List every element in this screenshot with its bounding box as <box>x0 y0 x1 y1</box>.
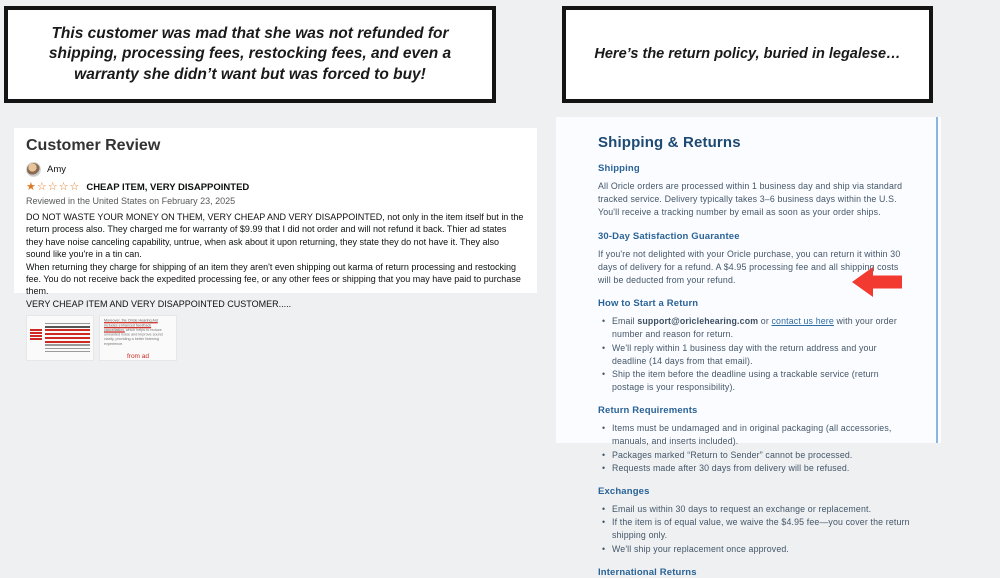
review-meta: Reviewed in the United States on February 23, 2025 <box>26 196 236 206</box>
section-heading-guarantee: 30-Day Satisfaction Guarantee <box>598 230 740 242</box>
support-email: support@oriclehearing.com <box>637 316 759 327</box>
scrollbar[interactable] <box>936 117 938 443</box>
policy-title: Shipping & Returns <box>598 134 741 151</box>
star-rating-icon[interactable] <box>26 182 80 193</box>
callout-right-box <box>562 6 933 103</box>
from-ad-caption: from ad <box>126 353 150 361</box>
section-heading-international: International Returns <box>598 566 697 578</box>
contact-us-link[interactable]: contact us here <box>771 316 834 327</box>
policy-bullet: • If the item is of equal value, we waive the $4.95 fee—you cover the return shipping only. <box>602 516 911 542</box>
review-image-annotated-2[interactable] <box>99 315 177 361</box>
review-paragraph: DO NOT WASTE YOUR MONEY ON THEM, VERY CHEAP AND VERY DISAPPOINTED, not only in the item itself but in the return process also. They charged me for warranty of $9.99 that I did not order and will not refund it back. Thier ad states they have noise canceling capability, untrue, when ask about it upon returning, they state they do not have it. They also sound like you're in a tin can. <box>26 212 524 260</box>
section-body: All Oricle orders are processed within 1 business day and ship via standard tracked service. Delivery typically takes 3–6 business days within the U.S. You'll receive a tracking number by email as soon as your order ships. <box>598 181 903 218</box>
customer-review-panel <box>14 128 537 361</box>
section-heading-requirements: Return Requirements <box>598 405 698 417</box>
policy-bullet: • Email support@oriclehearing.com or contact us here with your order number and reason for return. <box>602 315 911 341</box>
reviewer-name: Amy <box>47 164 66 175</box>
policy-bullet: • We'll reply within 1 business day with the return address and your deadline (14 days from that email). <box>602 342 911 368</box>
review-attachments <box>26 315 525 361</box>
start-return-list <box>602 315 911 394</box>
callout-left-text: This customer was mad that she was not refunded for shipping, processing fees, restocking fees, and even a warranty she didn’t want but was forced to buy! <box>48 24 452 83</box>
review-image-annotated-1[interactable] <box>26 315 94 361</box>
policy-bullet: • Requests made after 30 days from delivery will be refused. <box>602 462 911 475</box>
policy-bullet: • Email us within 30 days to request an exchange or replacement. <box>602 503 911 516</box>
review-paragraph: When returning they charge for shipping of an item they aren't even shipping out karma of return processing and restocking fee. You do not receive back the expedited processing fee, or any other fees or shipping that you may have paid to purchase them. <box>26 261 521 297</box>
ad-text-lines <box>45 319 90 357</box>
star-empty-icon: ☆☆☆☆ <box>36 181 81 193</box>
star-filled-icon: ★ <box>26 181 37 193</box>
section-heading-start-return: How to Start a Return <box>598 298 699 310</box>
policy-bullet: • Ship the item before the deadline using a trackable service (return postage is your responsibility). <box>602 368 911 394</box>
review-paragraph: VERY CHEAP ITEM AND VERY DISAPPOINTED CUSTOMER..... <box>26 298 292 309</box>
ad-quote-text: Moreover, the Oricle Hearing Aid includes enhanced feedback cancellation, which helps to reduce unwanted noise and improve sound clarity, providing a better listening experience. <box>104 319 163 347</box>
section-body: If you're not delighted with your Oricle purchase, you can return it within 30 days of delivery for a refund. A $4.95 processing fee and all shipping costs will be deducted from your refund. <box>598 248 901 285</box>
red-arrow-icon <box>852 266 902 298</box>
policy-bullet: • Packages marked “Return to Sender” cannot be processed. <box>602 449 911 462</box>
avatar <box>26 162 41 177</box>
policy-bullet: • We'll ship your replacement once approved. <box>602 543 911 556</box>
policy-bullet: • Items must be undamaged and in original packaging (all accessories, manuals, and inserts included). <box>602 422 911 448</box>
section-heading-exchanges: Exchanges <box>598 486 650 497</box>
callout-left-box <box>4 6 496 103</box>
review-heading: Customer Review <box>26 137 161 154</box>
rating-row <box>26 182 525 193</box>
exchanges-list <box>602 503 911 556</box>
requirements-list <box>602 422 911 475</box>
red-margin-note <box>30 319 42 357</box>
reviewer-profile[interactable] <box>26 162 525 177</box>
review-title: CHEAP ITEM, VERY DISAPPOINTED <box>86 182 250 193</box>
section-heading-shipping: Shipping <box>598 163 640 174</box>
callout-right-text: Here’s the return policy, buried in legalese… <box>594 45 901 62</box>
